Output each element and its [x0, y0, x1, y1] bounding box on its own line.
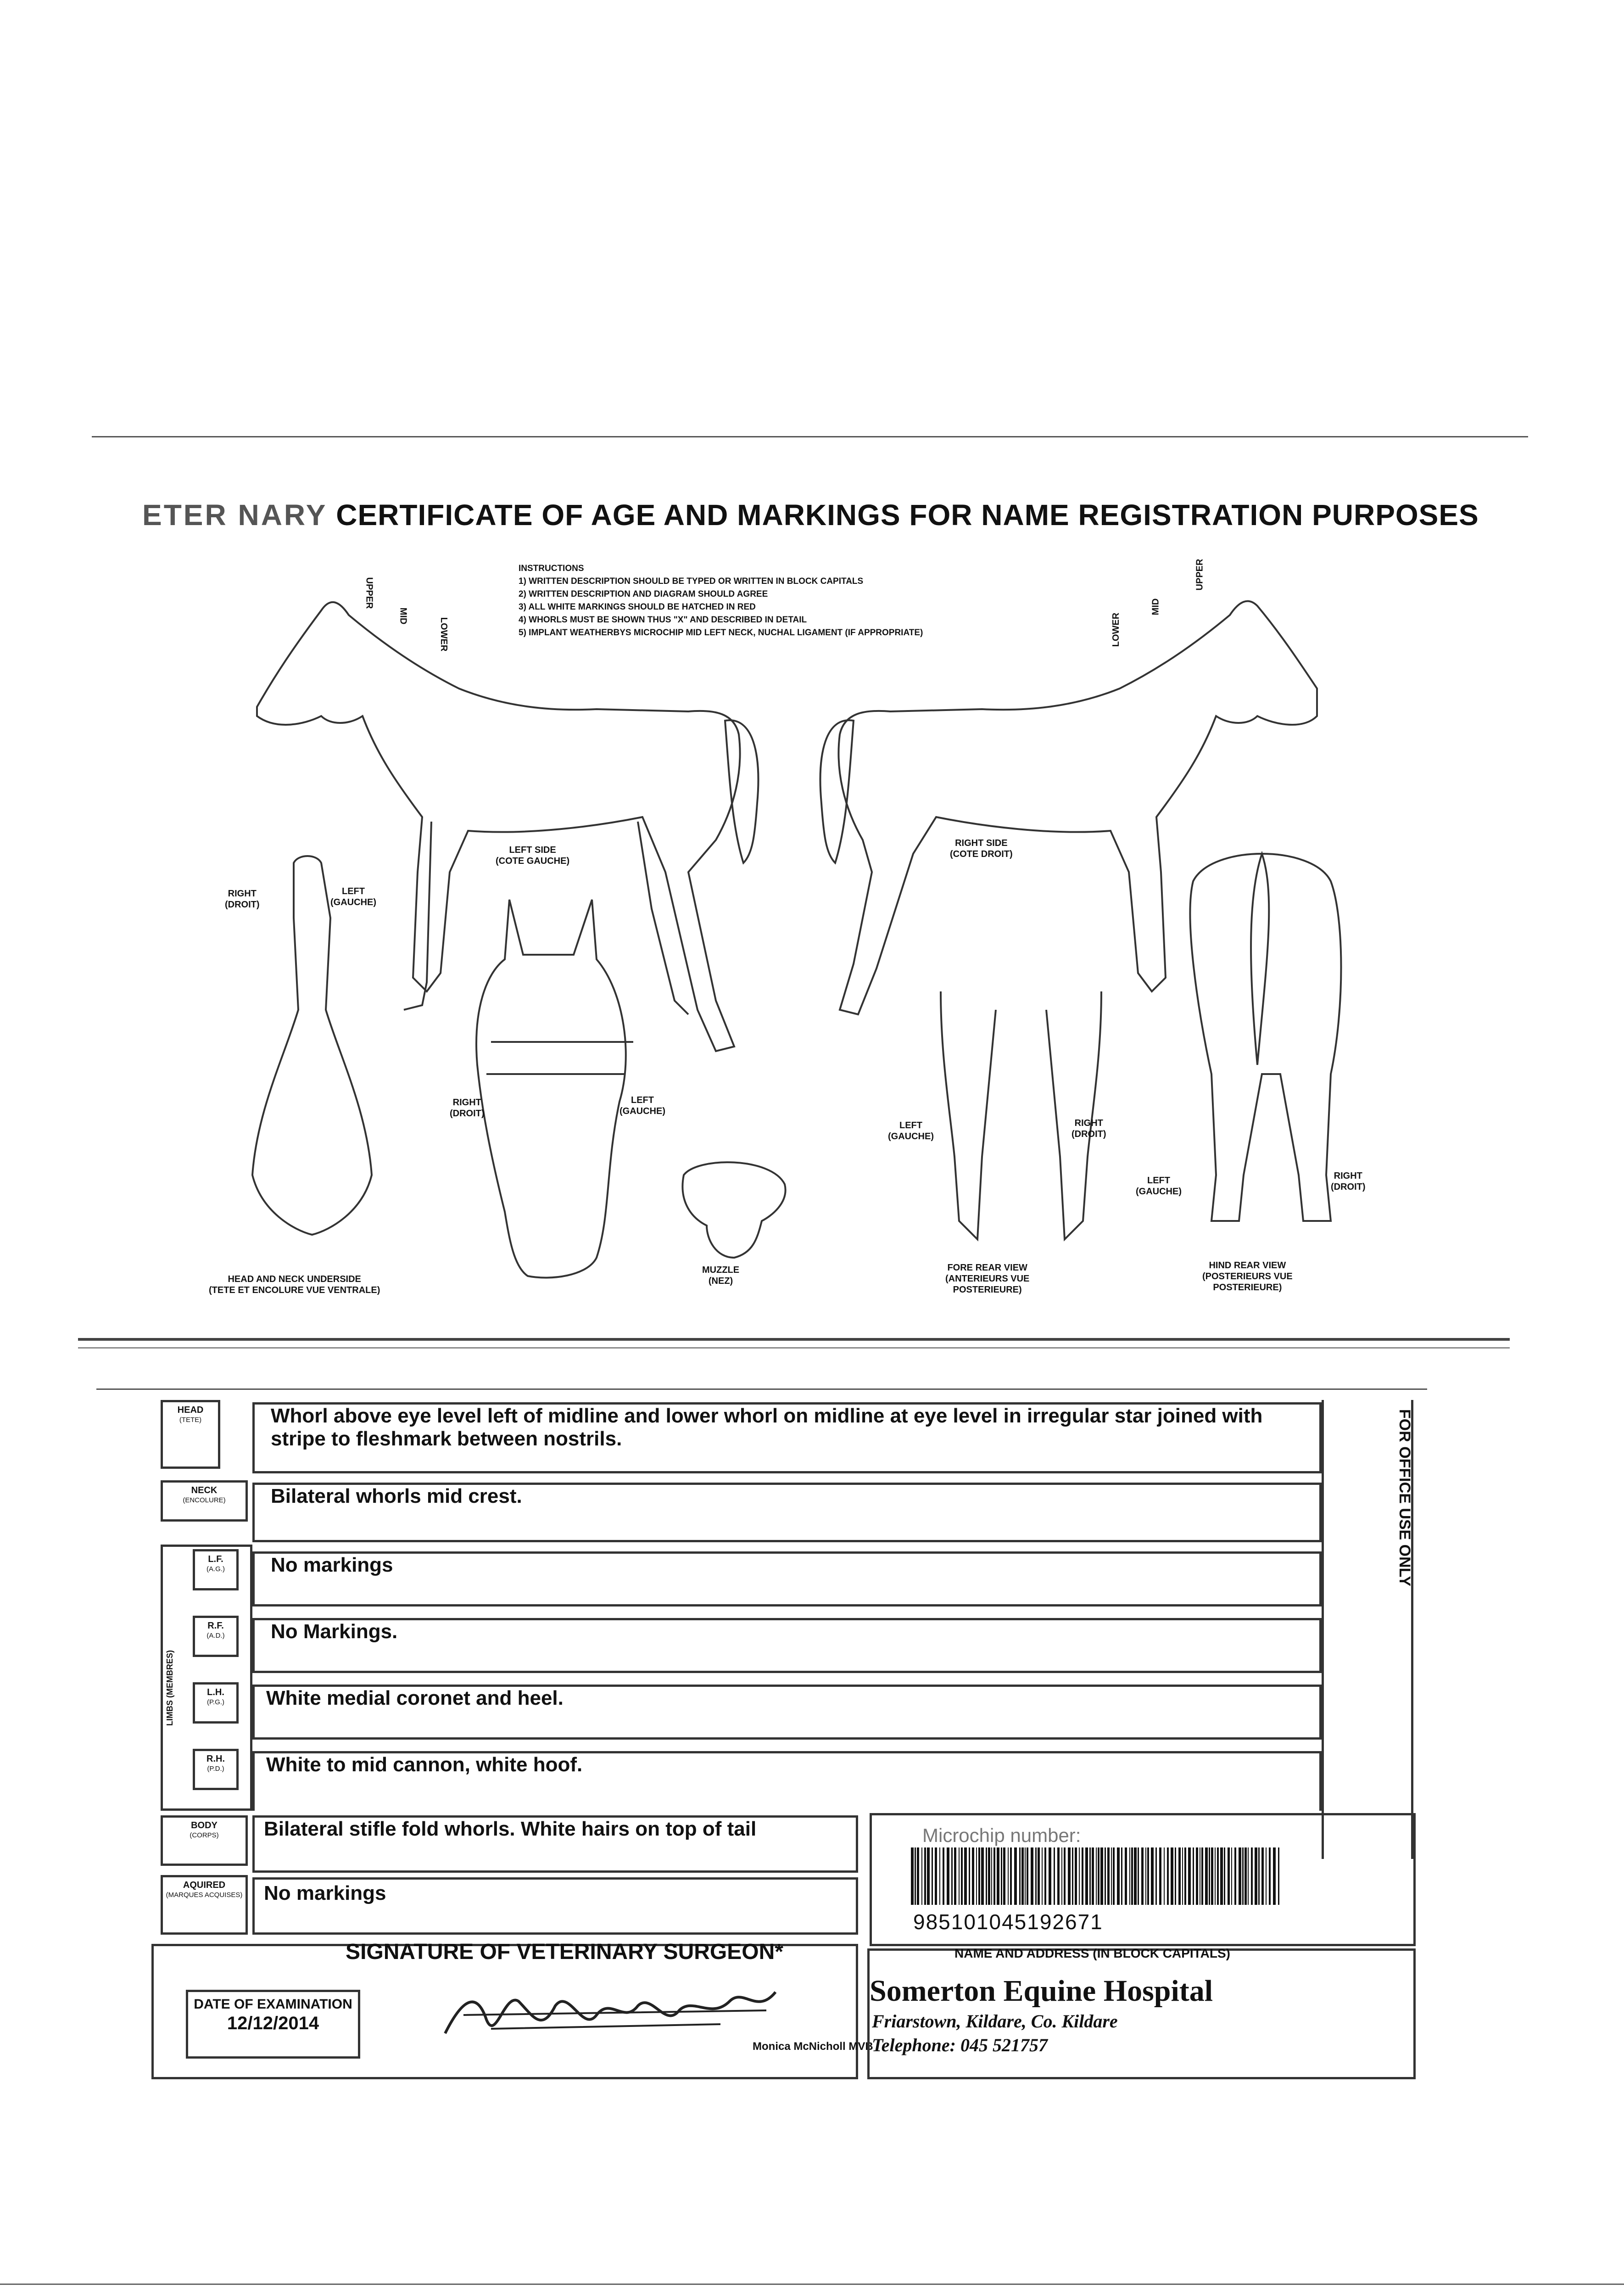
row-text-lh: White medial coronet and heel.	[266, 1687, 564, 1709]
head-front-drawing	[476, 900, 633, 1278]
date-value: 12/12/2014	[227, 2013, 319, 2033]
neck-zone-lower-left: LOWER	[439, 617, 449, 652]
barcode-bar	[1049, 1847, 1051, 1905]
barcode-bar	[939, 1847, 940, 1905]
barcode-bar	[1072, 1847, 1073, 1905]
barcode-bar	[1278, 1847, 1279, 1905]
barcode-bar	[1068, 1847, 1071, 1905]
barcode-bar	[1010, 1847, 1012, 1905]
label-head-right: RIGHT (DROIT)	[450, 1097, 485, 1119]
label-fore-rear-view: FORE REAR VIEW (ANTERIEURS VUE POSTERIEURE)	[945, 1263, 1030, 1295]
barcode-bar	[961, 1847, 963, 1905]
row-label-body: BODY (CORPS)	[161, 1815, 248, 1866]
barcode-bar	[921, 1847, 922, 1905]
barcode-bar	[954, 1847, 956, 1905]
barcode-bar	[1266, 1847, 1267, 1905]
barcode-bar	[1205, 1847, 1208, 1905]
hospital-name: Somerton Equine Hospital	[870, 1974, 1213, 2008]
barcode-bar	[1054, 1847, 1055, 1905]
barcode-bar	[1171, 1847, 1173, 1905]
barcode-bar	[1255, 1847, 1257, 1905]
barcode-bar	[976, 1847, 977, 1905]
instruction-item: 3) ALL WHITE MARKINGS SHOULD BE HATCHED IN RED	[519, 602, 756, 612]
row-box-rf	[252, 1618, 1322, 1673]
barcode-bar	[943, 1847, 944, 1905]
signature-title: SIGNATURE OF VETERINARY SURGEON*	[346, 1940, 783, 1964]
label-hind-right: RIGHT (DROIT)	[1331, 1171, 1366, 1192]
barcode-bar	[1089, 1847, 1091, 1905]
barcode-bar	[1231, 1847, 1232, 1905]
barcode-bar	[911, 1847, 914, 1905]
barcode-bar	[1155, 1847, 1157, 1905]
hind-rear-drawing	[1190, 854, 1341, 1221]
row-label-rh: R.H. (P.D.)	[193, 1749, 239, 1790]
barcode-bar	[1003, 1847, 1005, 1905]
barcode-bar	[1131, 1847, 1133, 1905]
neck-zone-lower-right: LOWER	[1111, 612, 1122, 647]
barcode-bar	[1164, 1847, 1165, 1905]
barcode-bar	[1175, 1847, 1176, 1905]
limbs-label: LIMBS (MEMBRES)	[165, 1650, 174, 1726]
horse-right-side-drawing	[820, 598, 1317, 1014]
barcode-bar	[1042, 1847, 1043, 1905]
barcode-bar	[1151, 1847, 1154, 1905]
barcode-bar	[1245, 1847, 1247, 1905]
form-top-rule	[96, 1388, 1427, 1390]
label-hind-left: LEFT (GAUCHE)	[1136, 1175, 1182, 1197]
barcode-bar	[927, 1847, 930, 1905]
barcode-bar	[915, 1847, 916, 1905]
barcode-bar	[1182, 1847, 1183, 1905]
barcode-bar	[1031, 1847, 1033, 1905]
barcode-bar	[947, 1847, 949, 1905]
neck-zone-upper-right: UPPER	[1194, 559, 1205, 591]
barcode-bar	[1085, 1847, 1088, 1905]
barcode-bar	[1079, 1847, 1080, 1905]
barcode-bar	[1217, 1847, 1219, 1905]
barcode-bar	[1167, 1847, 1169, 1905]
barcode-bar	[1184, 1847, 1186, 1905]
barcode-bar	[1273, 1847, 1276, 1905]
barcode-bar	[1064, 1847, 1066, 1905]
barcode-bar	[978, 1847, 980, 1905]
barcode-bar	[959, 1847, 960, 1905]
office-use-border	[1322, 1400, 1413, 1859]
horse-left-side-drawing	[257, 602, 758, 1051]
label-fore-right: RIGHT (DROIT)	[1072, 1118, 1106, 1139]
date-of-examination-box	[186, 1990, 360, 2059]
barcode-bar	[1261, 1847, 1264, 1905]
row-text-rf: No Markings.	[271, 1620, 398, 1643]
row-label-lf: L.F. (A.G.)	[193, 1549, 239, 1590]
barcode-bar	[986, 1847, 987, 1905]
barcode-bar	[1196, 1847, 1198, 1905]
label-neck-underside: HEAD AND NECK UNDERSIDE (TETE ET ENCOLURE VUE VENTRALE)	[209, 1274, 380, 1295]
barcode-bar	[1147, 1847, 1149, 1905]
section-separator	[78, 1338, 1510, 1349]
barcode-bar	[988, 1847, 990, 1905]
office-use-label: FOR OFFICE USE ONLY	[1396, 1409, 1413, 1587]
barcode-bar	[1035, 1847, 1037, 1905]
instruction-item: 2) WRITTEN DESCRIPTION AND DIAGRAM SHOULD AGREE	[519, 589, 768, 599]
neck-zone-upper-left: UPPER	[364, 577, 374, 609]
barcode-bar	[924, 1847, 926, 1905]
label-head-left: LEFT (GAUCHE)	[619, 1095, 665, 1116]
barcode-bar	[1188, 1847, 1191, 1905]
barcode-bar	[1209, 1847, 1210, 1905]
barcode-bar	[1107, 1847, 1110, 1905]
barcode-bar	[1021, 1847, 1024, 1905]
barcode-bar	[1100, 1847, 1103, 1905]
barcode-bar	[964, 1847, 967, 1905]
muzzle-drawing	[682, 1162, 785, 1258]
barcode-bar	[1251, 1847, 1253, 1905]
barcode-bar	[1193, 1847, 1194, 1905]
barcode-bar	[1178, 1847, 1181, 1905]
row-text-aquired: No markings	[264, 1882, 386, 1904]
row-label-neck: NECK (ENCOLURE)	[161, 1480, 248, 1522]
signer-name: Monica McNicholl MVB	[753, 2040, 873, 2053]
barcode-bar	[951, 1847, 953, 1905]
label-underside-right: RIGHT (DROIT)	[225, 889, 260, 910]
barcode-bar	[1014, 1847, 1017, 1905]
barcode-bar	[997, 1847, 999, 1905]
barcode-bar	[1242, 1847, 1244, 1905]
barcode-bar	[1239, 1847, 1241, 1905]
row-label-rf: R.F. (A.D.)	[193, 1616, 239, 1657]
bottom-rule	[0, 2284, 1624, 2285]
title-faded-prefix: ETER NARY	[142, 498, 328, 532]
title-main: CERTIFICATE OF AGE AND MARKINGS FOR NAME REGISTRATION PURPOSES	[336, 498, 1479, 532]
barcode-bar	[1082, 1847, 1083, 1905]
barcode-bar	[1019, 1847, 1021, 1905]
barcode-bar	[1008, 1847, 1009, 1905]
barcode-bar	[1075, 1847, 1077, 1905]
barcode-bar	[1061, 1847, 1062, 1905]
hospital-address: Friarstown, Kildare, Co. Kildare	[872, 2011, 1118, 2032]
row-label-aquired: AQUIRED (MARQUES ACQUISES)	[161, 1875, 248, 1935]
row-text-body: Bilateral stifle fold whorls. White hairs on top of tail	[264, 1818, 757, 1840]
barcode-bar	[1121, 1847, 1122, 1905]
row-text-head: Whorl above eye level left of midline and lower whorl on midline at eye level in irregular star joined with stripe to fleshmark between nostrils.	[271, 1405, 1263, 1450]
row-box-lf	[252, 1551, 1322, 1606]
barcode-bar	[1125, 1847, 1127, 1905]
barcode-bar	[1220, 1847, 1223, 1905]
barcode-bar	[1141, 1847, 1144, 1905]
barcode-bar	[1201, 1847, 1203, 1905]
barcode-bar	[935, 1847, 937, 1905]
label-fore-left: LEFT (GAUCHE)	[888, 1120, 934, 1142]
label-muzzle: MUZZLE (NEZ)	[702, 1265, 740, 1286]
barcode-bar	[981, 1847, 984, 1905]
microchip-barcode	[911, 1847, 1283, 1905]
barcode-bar	[1001, 1847, 1002, 1905]
barcode-bar	[1134, 1847, 1137, 1905]
label-right-side: RIGHT SIDE (COTE DROIT)	[950, 838, 1013, 859]
row-text-lf: No markings	[271, 1554, 393, 1576]
barcode-bar	[1228, 1847, 1230, 1905]
barcode-bar	[1258, 1847, 1260, 1905]
barcode-bar	[1092, 1847, 1094, 1905]
barcode-bar	[1057, 1847, 1060, 1905]
barcode-bar	[1224, 1847, 1225, 1905]
microchip-number: 985101045192671	[913, 1910, 1103, 1934]
fore-rear-drawing	[941, 991, 1101, 1239]
label-underside-left: LEFT (GAUCHE)	[330, 886, 376, 907]
barcode-bar	[1113, 1847, 1115, 1905]
neck-zone-mid-right: MID	[1150, 598, 1161, 616]
barcode-bar	[1111, 1847, 1112, 1905]
neck-zone-mid-left: MID	[398, 607, 408, 625]
barcode-bar	[1215, 1847, 1216, 1905]
barcode-bar	[969, 1847, 970, 1905]
barcode-bar	[1098, 1847, 1099, 1905]
barcode-bar	[1248, 1847, 1249, 1905]
row-label-lh: L.H. (P.G.)	[193, 1682, 239, 1724]
instruction-item: 1) WRITTEN DESCRIPTION SHOULD BE TYPED OR WRITTEN IN BLOCK CAPITALS	[519, 577, 864, 586]
barcode-bar	[1145, 1847, 1146, 1905]
barcode-bar	[1096, 1847, 1097, 1905]
instruction-item: 5) IMPLANT WEATHERBYS MICROCHIP MID LEFT NECK, NUCHAL LIGAMENT (IF APPROPRIATE)	[519, 628, 923, 638]
microchip-label: Microchip number:	[922, 1825, 1081, 1846]
barcode-bar	[1234, 1847, 1236, 1905]
row-text-rh: White to mid cannon, white hoof.	[266, 1753, 583, 1776]
barcode-bar	[932, 1847, 933, 1905]
signature-scribble	[436, 1978, 794, 2047]
label-hind-rear-view: HIND REAR VIEW (POSTERIEURS VUE POSTERIEURE)	[1202, 1260, 1293, 1293]
neck-underside-drawing	[252, 856, 372, 1235]
barcode-bar	[1138, 1847, 1139, 1905]
barcode-bar	[1025, 1847, 1026, 1905]
barcode-bar	[1117, 1847, 1120, 1905]
barcode-bar	[993, 1847, 995, 1905]
barcode-bar	[1038, 1847, 1040, 1905]
label-left-side: LEFT SIDE (COTE GAUCHE)	[496, 845, 570, 866]
barcode-bar	[1027, 1847, 1028, 1905]
barcode-bar	[991, 1847, 992, 1905]
hospital-telephone: Telephone: 045 521757	[872, 2035, 1048, 2055]
instruction-item: 4) WHORLS MUST BE SHOWN THUS "X" AND DESCRIBED IN DETAIL	[519, 615, 807, 625]
row-text-neck: Bilateral whorls mid crest.	[271, 1485, 522, 1507]
row-label-head: HEAD (TETE)	[161, 1400, 220, 1469]
barcode-bar	[1269, 1847, 1271, 1905]
barcode-bar	[1044, 1847, 1046, 1905]
date-label: DATE OF EXAMINATION	[194, 1997, 352, 2012]
barcode-bar	[1211, 1847, 1213, 1905]
barcode-bar	[917, 1847, 919, 1905]
barcode-bar	[1129, 1847, 1130, 1905]
barcode-bar	[972, 1847, 974, 1905]
barcode-bar	[1105, 1847, 1106, 1905]
barcode-bar	[1159, 1847, 1161, 1905]
address-title: NAME AND ADDRESS (IN BLOCK CAPITALS)	[954, 1946, 1230, 1960]
instructions-heading: INSTRUCTIONS	[519, 564, 584, 573]
